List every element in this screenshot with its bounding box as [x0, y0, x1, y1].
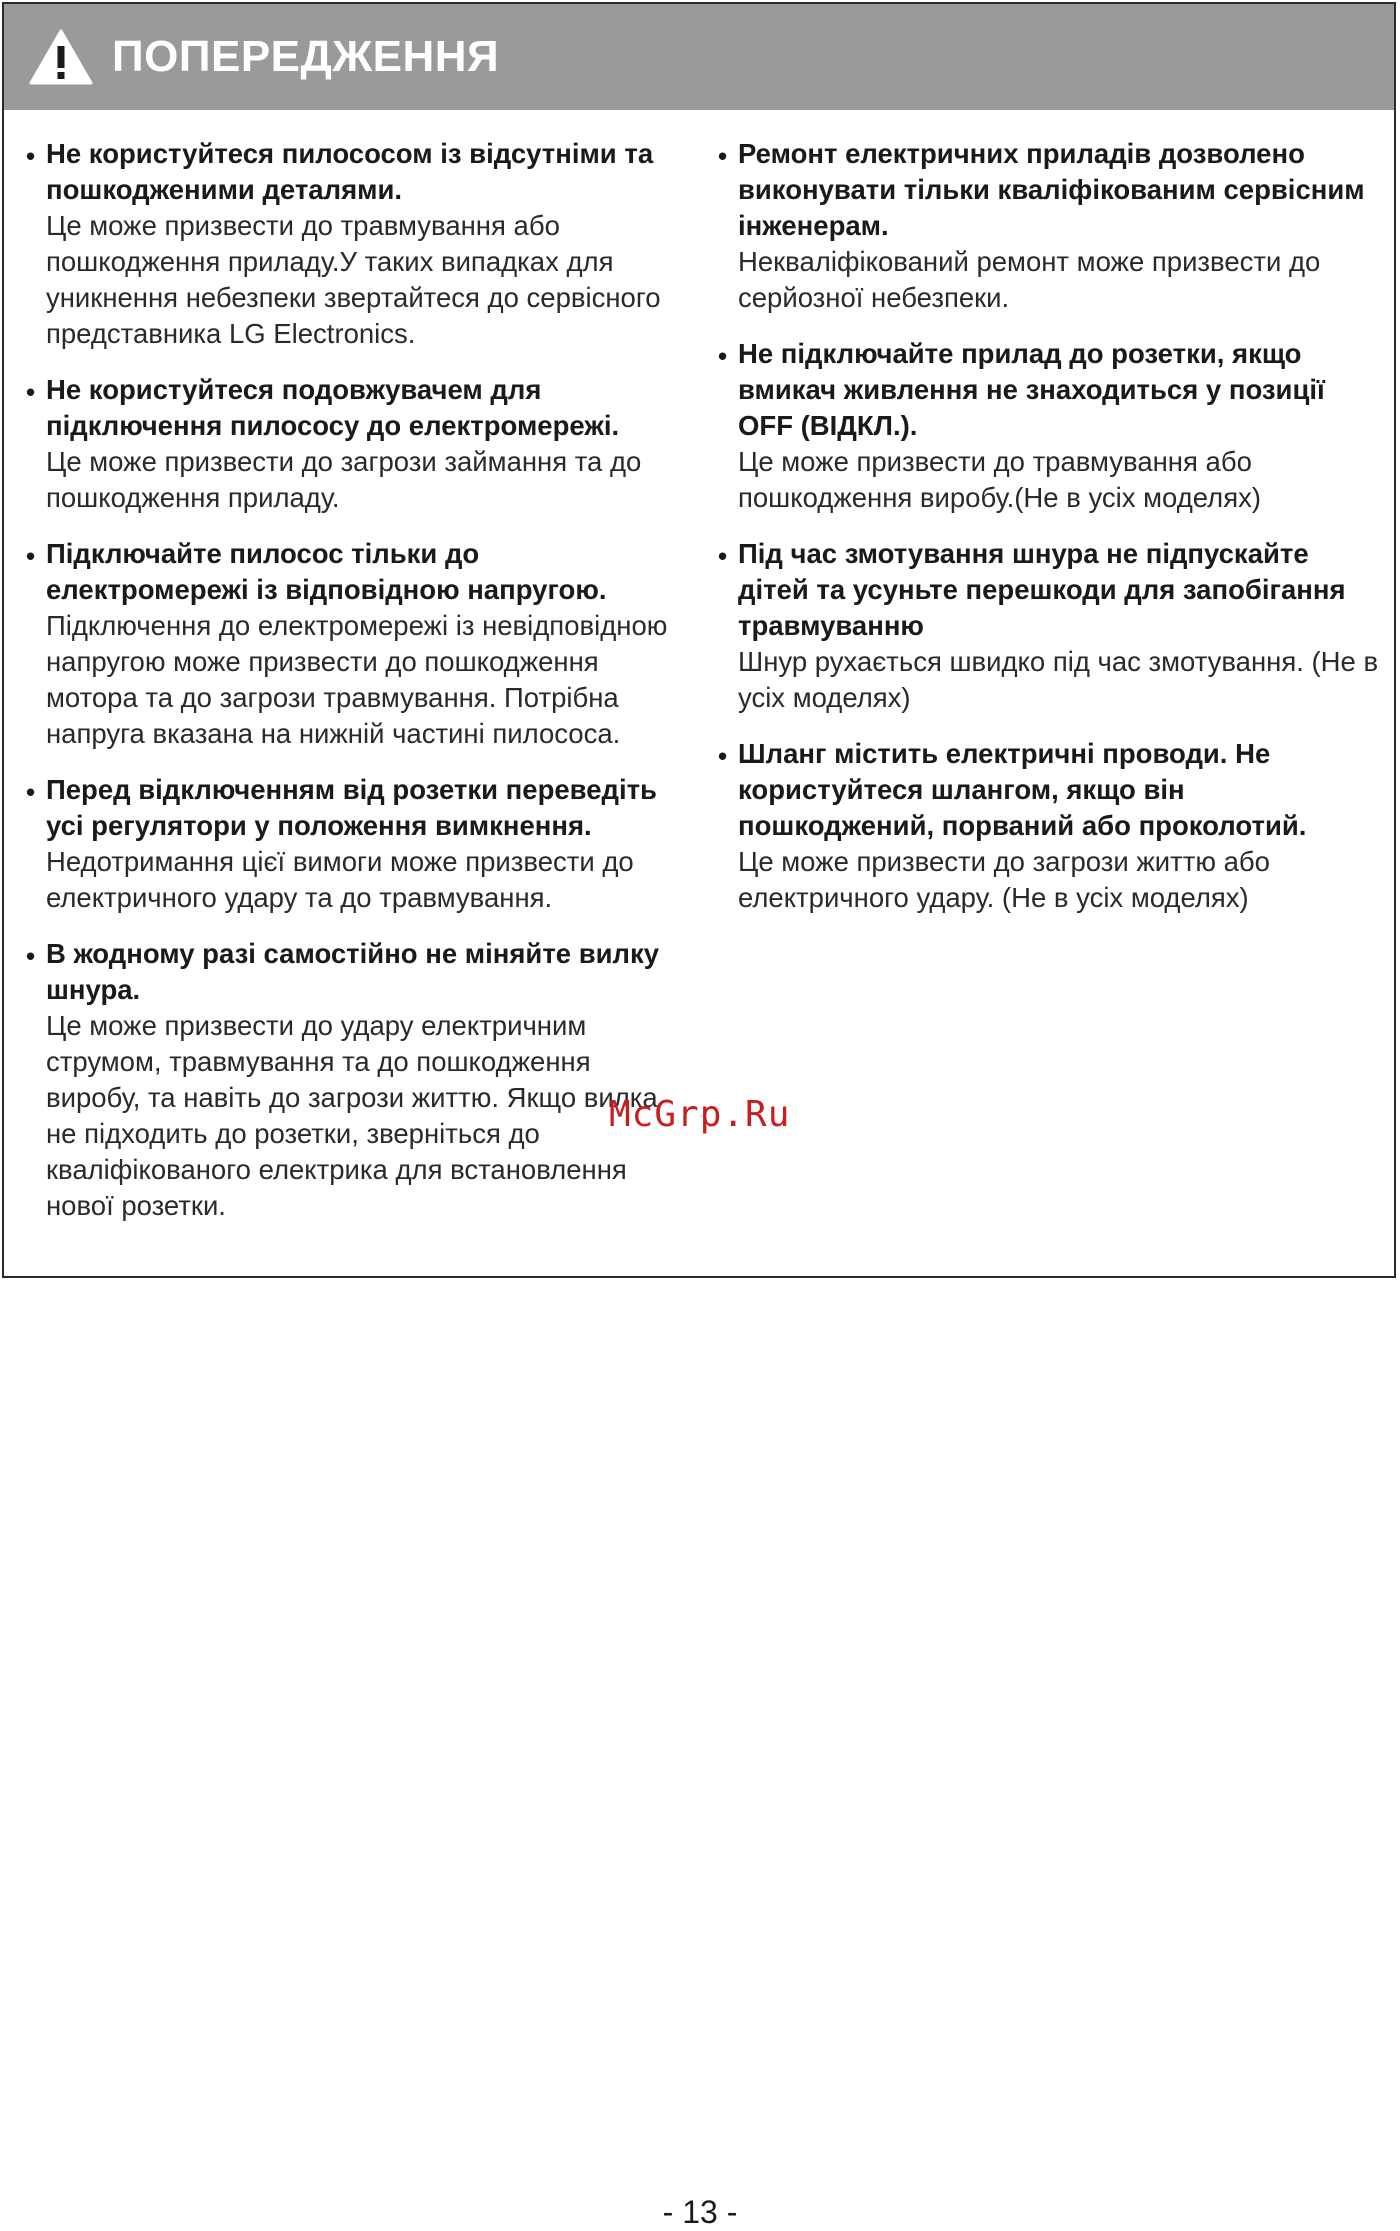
bullet: • [26, 141, 36, 171]
warning-section [2, 2, 1396, 1278]
bullet: • [26, 541, 36, 571]
item-body: Це може призвести до загрози життю або електричного удару. (Не в усіх моделях) [738, 846, 1270, 913]
watermark: McGrp.Ru [609, 1094, 791, 1135]
bullet: • [718, 141, 728, 171]
item-title: Перед відключенням від розетки переведіть усі регулятори у положення вимкнення. [46, 774, 657, 841]
item-title: Шланг містить електричні проводи. Не користуйтеся шлангом, якщо він пошкоджений, порваний або проколотий. [738, 738, 1307, 841]
list-item [716, 136, 1380, 316]
item-body: Це може призвести до загрози займання та до пошкодження приладу. [46, 446, 642, 513]
item-title: Під час змотування шнура не підпускайте дітей та усуньте перешкоди для запобігання травмуванню [738, 538, 1346, 641]
list-item [716, 736, 1380, 916]
bullet: • [26, 777, 36, 807]
list-item [716, 536, 1380, 716]
list-item [24, 936, 684, 1224]
list-item [24, 772, 684, 916]
bullet: • [718, 541, 728, 571]
item-body: Це може призвести до удару електричним струмом, травмування та до пошкодження виробу, та навіть до загрози життю. Якщо вилка не підходить до розетки, зверніться до кваліфікованого електрика для встановлення нової розетки. [46, 1010, 658, 1221]
warning-triangle-icon [28, 28, 94, 86]
list-item [716, 336, 1380, 516]
item-title: Підключайте пилосос тільки до електромережі із відповідною напругою. [46, 538, 607, 605]
item-title: Не користуйтеся подовжувачем для підключення пилососу до електромережі. [46, 374, 620, 441]
list-item [24, 136, 684, 352]
warning-header [4, 4, 1394, 110]
item-body: Некваліфікований ремонт може призвести до серйозної небезпеки. [738, 246, 1321, 313]
page-number: - 13 - [662, 2194, 738, 2230]
item-body: Це може призвести до травмування або пошкодження виробу.(Не в усіх моделях) [738, 446, 1262, 513]
list-item [24, 536, 684, 752]
item-title: Не підключайте прилад до розетки, якщо вмикач живлення не знаходиться у позиції OFF (ВІДКЛ.). [738, 338, 1325, 441]
warning-title: ПОПЕРЕДЖЕННЯ [112, 32, 500, 81]
item-body: Це може призвести до травмування або пошкодження приладу.У таких випадках для уникнення небезпеки звертайтеся до сервісного представника LG Electronics. [46, 210, 661, 349]
item-body: Шнур рухається швидко під час змотування. (Не в усіх моделях) [738, 646, 1379, 713]
bullet: • [26, 941, 36, 971]
item-body: Підключення до електромережі із невідповідною напругою може призвести до пошкодження мотора та до загрози травмування. Потрібна напруга вказана на нижній частині пилососа. [46, 610, 668, 749]
bullet: • [718, 741, 728, 771]
bullet: • [26, 377, 36, 407]
item-body: Недотримання цієї вимоги може призвести до електричного удару та до травмування. [46, 846, 634, 913]
item-title: Не користуйтеся пилососом із відсутніми та пошкодженими деталями. [46, 138, 654, 205]
right-column [716, 136, 1380, 936]
left-column [24, 136, 684, 1244]
bullet: • [718, 341, 728, 371]
item-title: Ремонт електричних приладів дозволено виконувати тільки кваліфікованим сервісним інженерам. [738, 138, 1365, 241]
list-item [24, 372, 684, 516]
item-title: В жодному разі самостійно не міняйте вилку шнура. [46, 938, 660, 1005]
